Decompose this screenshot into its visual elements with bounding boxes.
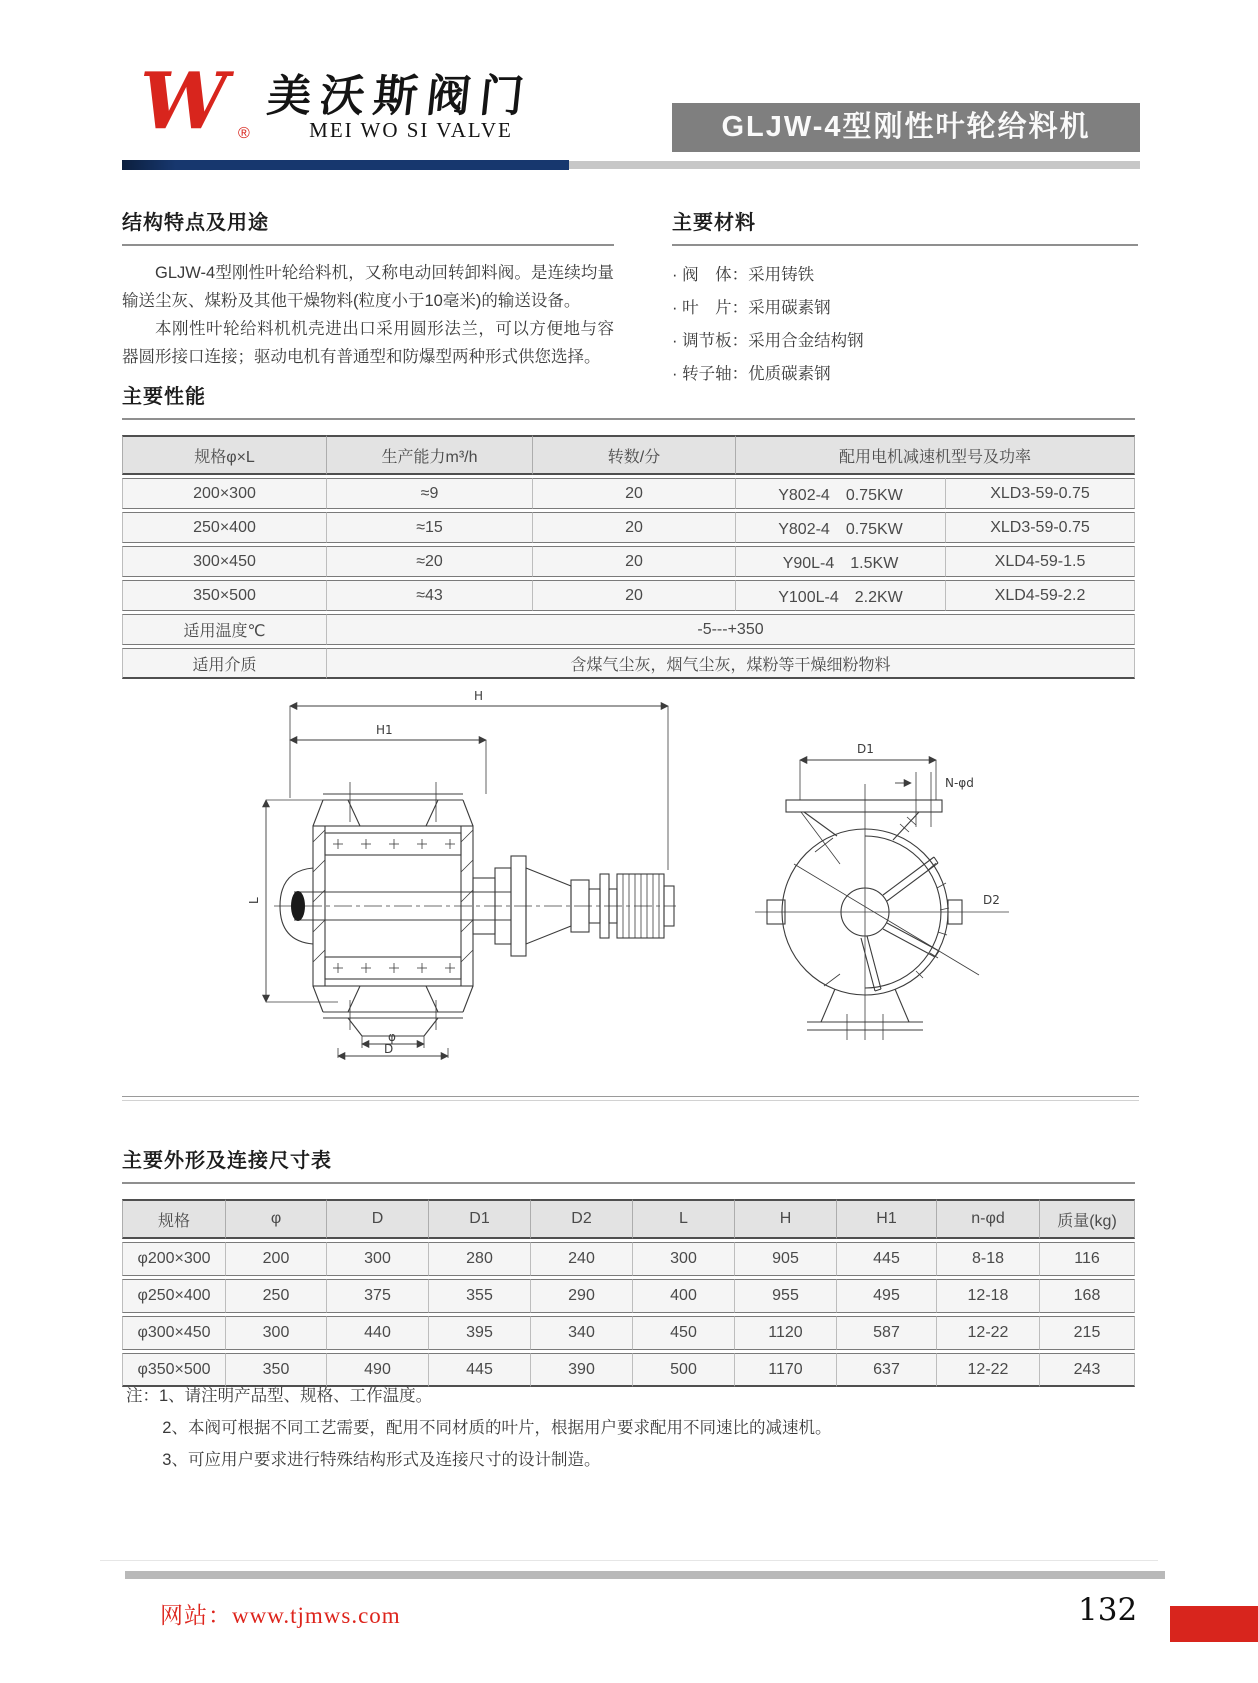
- note-line: [126, 1380, 1141, 1412]
- cell: 8-18: [937, 1242, 1040, 1276]
- materials-list: [672, 261, 1138, 384]
- col-header: φ: [226, 1199, 327, 1239]
- cell: 290: [531, 1279, 633, 1313]
- material-item: · 叶 片：采用碳素钢: [672, 294, 1138, 318]
- cell: 20: [533, 478, 736, 509]
- cell: XLD3-59-0.75: [946, 478, 1135, 509]
- col-header: 转数/分: [533, 435, 736, 475]
- cell: 20: [533, 512, 736, 543]
- table-row: [122, 1242, 1135, 1276]
- col-header: H: [735, 1199, 837, 1239]
- cell: 240: [531, 1242, 633, 1276]
- col-header: 规格φ×L: [122, 435, 327, 475]
- cell: 20: [533, 546, 736, 577]
- cell: 490: [327, 1353, 429, 1387]
- cell: 350: [226, 1353, 327, 1387]
- col-header: D1: [429, 1199, 531, 1239]
- cell: 440: [327, 1316, 429, 1350]
- cell: 1120: [735, 1316, 837, 1350]
- table-row: [122, 614, 1135, 645]
- materials-title: 主要材料: [672, 206, 1138, 246]
- brand-name-chinese: 美沃斯阀门: [264, 72, 536, 121]
- table-row: [122, 478, 1135, 509]
- features-title: 结构特点及用途: [122, 206, 614, 246]
- dim-label-n-phid: N-φd: [945, 776, 974, 790]
- cell: 12-18: [937, 1279, 1040, 1313]
- cell: 适用温度℃: [122, 614, 327, 645]
- drawing-front-view: [697, 692, 1042, 1044]
- note-prefix: 注：: [126, 1387, 159, 1405]
- cell: 445: [429, 1353, 531, 1387]
- cell: 12-22: [937, 1353, 1040, 1387]
- col-header: 规格: [122, 1199, 226, 1239]
- cell: ≈9: [327, 478, 533, 509]
- features-paragraph-2: 本刚性叶轮给料机机壳进出口采用圆形法兰，可以方便地与容器圆形接口连接；驱动电机有普通型和防爆型两种形式供您选择。: [122, 320, 614, 367]
- cell: Y100L-4 2.2KW: [736, 580, 946, 611]
- features-paragraph-1: GLJW-4型刚性叶轮给料机，又称电动回转卸料阀。是连续均量输送尘灰、煤粉及其他干燥物料(粒度小于10毫米)的输送设备。: [122, 264, 614, 311]
- cell: ≈43: [327, 580, 533, 611]
- dim-label-D2: D2: [983, 893, 1000, 907]
- cell: 116: [1040, 1242, 1135, 1276]
- dim-label-D1: D1: [857, 742, 874, 756]
- section-performance: [122, 380, 1135, 682]
- cell: XLD4-59-1.5: [946, 546, 1135, 577]
- material-item: · 调节板：采用合金结构钢: [672, 327, 1138, 351]
- brand-name-english: MEI WO SI VALVE: [309, 118, 513, 142]
- col-header: 质量(kg): [1040, 1199, 1135, 1239]
- cell: 1170: [735, 1353, 837, 1387]
- cell: 637: [837, 1353, 937, 1387]
- dimensions-table: [122, 1196, 1135, 1390]
- col-header: H1: [837, 1199, 937, 1239]
- col-header: 配用电机减速机型号及功率: [736, 435, 1135, 475]
- cell: φ350×500: [122, 1353, 226, 1387]
- section-features: [122, 206, 614, 371]
- footer-red-block: [1170, 1606, 1258, 1642]
- cell: 300×450: [122, 546, 327, 577]
- table-row: [122, 1279, 1135, 1313]
- dim-label-H: H: [474, 689, 484, 703]
- cell: 300: [226, 1316, 327, 1350]
- cell: 12-22: [937, 1316, 1040, 1350]
- col-header: D2: [531, 1199, 633, 1239]
- cell: 495: [837, 1279, 937, 1313]
- cell: 250: [226, 1279, 327, 1313]
- footer-rule: [125, 1571, 1165, 1579]
- cell: Y802-4 0.75KW: [736, 512, 946, 543]
- note-line: 2、本阀可根据不同工艺需要，配用不同材质的叶片，根据用户要求配用不同速比的减速机。: [162, 1419, 832, 1438]
- col-header: 生产能力m³/h: [327, 435, 533, 475]
- table-row: [122, 1316, 1135, 1350]
- notes-block: [126, 1380, 1141, 1477]
- cell: 20: [533, 580, 736, 611]
- header-rule-gray: [569, 161, 1140, 169]
- cell: 168: [1040, 1279, 1135, 1313]
- header-rule-blue: [122, 160, 569, 170]
- cell: 905: [735, 1242, 837, 1276]
- cell: 350×500: [122, 580, 327, 611]
- registered-mark-icon: ®: [238, 125, 250, 142]
- cell: 355: [429, 1279, 531, 1313]
- company-logo: [138, 60, 558, 156]
- cell: XLD3-59-0.75: [946, 512, 1135, 543]
- dim-label-H1: H1: [376, 723, 393, 737]
- note-item: 1、请注明产品型、规格、工作温度。: [159, 1387, 433, 1405]
- cell: 280: [429, 1242, 531, 1276]
- cell: Y90L-4 1.5KW: [736, 546, 946, 577]
- cell: -5---+350: [327, 614, 1135, 645]
- cell: 390: [531, 1353, 633, 1387]
- cell: 215: [1040, 1316, 1135, 1350]
- section-dimensions: [122, 1144, 1135, 1390]
- cell: 587: [837, 1316, 937, 1350]
- section-materials: [672, 206, 1138, 393]
- cell: 375: [327, 1279, 429, 1313]
- cell: Y802-4 0.75KW: [736, 478, 946, 509]
- cell: 395: [429, 1316, 531, 1350]
- cell: 955: [735, 1279, 837, 1313]
- cell: 400: [633, 1279, 735, 1313]
- performance-title: 主要性能: [122, 380, 1135, 420]
- dim-label-D: D: [384, 1042, 394, 1056]
- cell: φ250×400: [122, 1279, 226, 1313]
- cell: φ300×450: [122, 1316, 226, 1350]
- table-row: [122, 512, 1135, 543]
- website-text: 网站：www.tjmws.com: [160, 1603, 401, 1628]
- cell: 含煤气尘灰，烟气尘灰，煤粉等干燥细粉物料: [327, 648, 1135, 679]
- drawing-side-view: [228, 686, 683, 1060]
- dim-label-phi: φ: [388, 1030, 396, 1044]
- logo-letter: W: [140, 62, 228, 146]
- material-item: · 转子轴：优质碳素钢: [672, 360, 1138, 384]
- cell: 200×300: [122, 478, 327, 509]
- logo-w-icon: [138, 62, 256, 146]
- table-row: [122, 546, 1135, 577]
- table-row: [122, 580, 1135, 611]
- table-row: [122, 648, 1135, 679]
- product-title-banner: GLJW-4型刚性叶轮给料机: [672, 103, 1140, 152]
- col-header: n-φd: [937, 1199, 1040, 1239]
- table-header-row: [122, 1199, 1135, 1239]
- cell: 200: [226, 1242, 327, 1276]
- cell: 340: [531, 1316, 633, 1350]
- col-header: D: [327, 1199, 429, 1239]
- dimensions-title: 主要外形及连接尺寸表: [122, 1144, 1135, 1184]
- cell: ≈15: [327, 512, 533, 543]
- cell: 500: [633, 1353, 735, 1387]
- footer-faint-rule: [100, 1560, 1158, 1561]
- note-line: 3、可应用户要求进行特殊结构形式及连接尺寸的设计制造。: [162, 1451, 601, 1470]
- page-number: 132: [1078, 1592, 1138, 1628]
- performance-table: [122, 432, 1135, 682]
- cell: φ200×300: [122, 1242, 226, 1276]
- cell: 适用介质: [122, 648, 327, 679]
- cell: 250×400: [122, 512, 327, 543]
- table-header-row: [122, 435, 1135, 475]
- cell: ≈20: [327, 546, 533, 577]
- cell: 300: [633, 1242, 735, 1276]
- cell: XLD4-59-2.2: [946, 580, 1135, 611]
- section-divider: [122, 1096, 1139, 1101]
- cell: 450: [633, 1316, 735, 1350]
- col-header: L: [633, 1199, 735, 1239]
- material-item: · 阀 体：采用铸铁: [672, 261, 1138, 285]
- cell: 300: [327, 1242, 429, 1276]
- cell: 243: [1040, 1353, 1135, 1387]
- dim-label-L: L: [247, 897, 261, 904]
- cell: 445: [837, 1242, 937, 1276]
